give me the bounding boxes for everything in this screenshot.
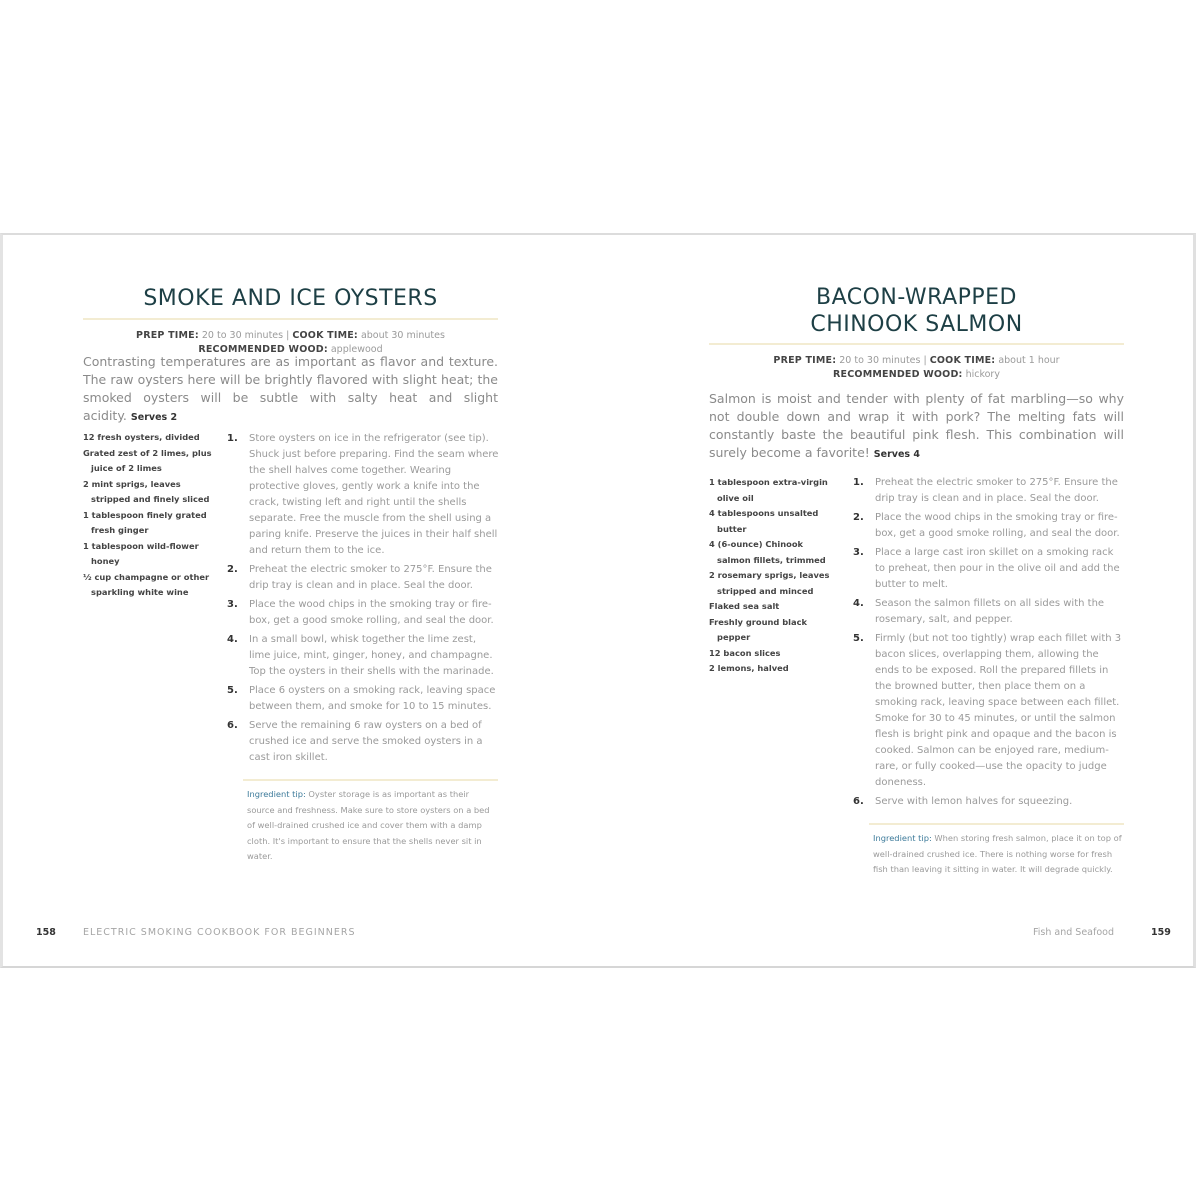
time-line	[709, 354, 1124, 368]
step-number: 1.	[853, 477, 864, 488]
page-number: 158	[36, 927, 56, 938]
book-spread	[0, 233, 1196, 968]
tip-rule	[869, 823, 1124, 825]
step-item	[853, 596, 1125, 628]
ingredient-item: Freshly ground black pepper	[709, 616, 808, 642]
step-number: 3.	[853, 547, 864, 558]
title-rule	[709, 343, 1124, 345]
ingredient-list	[83, 430, 215, 601]
step-text: In a small bowl, whisk together the lime zest, lime juice, mint, ginger, honey, and champagne. Top the oysters in their shells with the marinade.	[249, 634, 494, 677]
recipe-meta	[709, 354, 1124, 382]
prep-value: 20 to 30 minutes	[201, 330, 284, 341]
step-item	[853, 545, 1125, 593]
ingredient-item: 12 fresh oysters, divided	[83, 432, 200, 442]
ingredient-tip	[247, 787, 497, 865]
step-item	[227, 431, 499, 559]
step-text: Season the salmon fillets on all sides with the rosemary, salt, and pepper.	[875, 598, 1105, 625]
ingredient-item: 4 tablespoons unsalted butter	[709, 508, 819, 534]
step-item	[853, 631, 1125, 791]
recipe-intro	[83, 353, 498, 427]
step-text: Store oysters on ice in the refrigerator (see tip). Shuck just before preparing. Find the seam where the shell halves come together. Wearing protective gloves, gently work a knife into the crack, twisting left and right until the shells separate. Free the muscle from the shell using a paring knife. Preserve the juices in their half shell and return them to the ice.	[249, 433, 499, 556]
ingredient-item: 1 tablespoon extra-virgin olive oil	[709, 477, 828, 503]
step-number: 3.	[227, 599, 238, 610]
ingredient-item: 2 mint sprigs, leaves stripped and finely sliced	[83, 478, 210, 504]
step-number: 4.	[227, 634, 238, 645]
tip-label: Ingredient tip:	[247, 789, 306, 799]
step-item	[853, 794, 1125, 810]
recipe-title: SMOKE AND ICE OYSTERS	[143, 286, 438, 311]
time-line	[83, 329, 498, 343]
step-text: Place 6 oysters on a smoking rack, leaving space between them, and smoke for 10 to 15 minutes.	[249, 685, 496, 712]
title-line-2: CHINOOK SALMON	[810, 312, 1023, 337]
step-number: 2.	[853, 512, 864, 523]
recipe-intro	[709, 390, 1124, 464]
step-text: Place the wood chips in the smoking tray or fire-box, get a good smoke rolling, and seal the door.	[875, 512, 1120, 539]
tip-rule	[243, 779, 498, 781]
ingredient-item: 1 tablespoon wild-flower honey	[83, 540, 199, 566]
ingredient-item: ½ cup champagne or other sparkling white wine	[83, 571, 210, 597]
step-item	[227, 597, 499, 629]
step-item	[227, 718, 499, 766]
wood-value: applewood	[330, 344, 383, 355]
step-list	[227, 431, 499, 769]
step-number: 1.	[227, 433, 238, 444]
step-text: Preheat the electric smoker to 275°F. Ensure the drip tray is clean and in place. Seal the door.	[249, 564, 492, 591]
step-text: Serve with lemon halves for squeezing.	[875, 796, 1073, 807]
step-number: 2.	[227, 564, 238, 575]
prep-label: PREP TIME:	[136, 330, 199, 341]
title-rule	[83, 318, 498, 320]
step-text: Preheat the electric smoker to 275°F. Ensure the drip tray is clean and in place. Seal the door.	[875, 477, 1118, 504]
intro-text: Salmon is moist and tender with plenty of fat marbling—so why not double down and wrap it with pork? The melting fats will constantly baste the beautiful pink flesh. This combination will surely become a favorite!	[709, 391, 1124, 460]
step-item	[227, 683, 499, 715]
prep-label: PREP TIME:	[773, 355, 837, 366]
serves: Serves 2	[130, 412, 178, 423]
step-item	[227, 632, 499, 680]
ingredient-list	[709, 475, 839, 677]
cook-label: COOK TIME:	[292, 330, 358, 341]
title-line-1: BACON-WRAPPED	[815, 285, 1017, 310]
ingredient-tip	[873, 831, 1123, 878]
left-page	[3, 235, 601, 966]
step-item	[853, 475, 1125, 507]
ingredient-item: Flaked sea salt	[709, 601, 780, 611]
tip-text: Oyster storage is as important as their source and freshness. Make sure to store oysters on a bed of well-drained crushed ice and cover them with a damp cloth. It's important to ensure that the shells never sit in water.	[247, 789, 490, 861]
wood-line	[709, 368, 1124, 382]
tip-label: Ingredient tip:	[873, 833, 932, 843]
cook-value: about 1 hour	[998, 355, 1060, 366]
tip-text: When storing fresh salmon, place it on top of well-drained crushed ice. There is nothing worse for fresh fish than leaving it sitting in water. It will degrade quickly.	[873, 833, 1122, 874]
separator: |	[923, 355, 927, 366]
ingredient-item: 4 (6-ounce) Chinook salmon fillets, trimmed	[709, 539, 826, 565]
ingredient-item: 12 bacon slices	[709, 647, 781, 658]
step-number: 6.	[227, 720, 238, 731]
running-head: Fish and Seafood	[1033, 927, 1114, 938]
wood-label: RECOMMENDED WOOD:	[833, 369, 963, 380]
step-item	[227, 562, 499, 594]
step-text: Firmly (but not too tightly) wrap each fillet with 3 bacon slices, overlapping them, allowing the ends to be exposed. Roll the prepared fillets in the browned butter, then place them on a smoking rack, leaving space between each fillet. Smoke for 30 to 45 minutes, or until the salmon flesh is bright pink and opaque and the bacon is cooked. Salmon can be enjoyed rare, medium-rare, or fully cooked—use the opacity to judge doneness.	[875, 633, 1122, 788]
ingredient-item: Grated zest of 2 limes, plus juice of 2 limes	[83, 447, 212, 473]
step-text: Place a large cast iron skillet on a smoking rack to preheat, then pour in the olive oil and add the butter to melt.	[875, 547, 1120, 590]
serves: Serves 4	[873, 449, 920, 460]
step-number: 6.	[853, 796, 864, 807]
step-list	[853, 475, 1125, 813]
intro-text: Contrasting temperatures are as important as flavor and texture. The raw oysters here will be brightly flavored with slight heat; the smoked oysters will be subtle with salty heat and slight acidity.	[83, 354, 498, 423]
ingredient-item: 1 tablespoon finely grated fresh ginger	[83, 509, 207, 535]
wood-value: hickory	[965, 369, 1000, 380]
cook-label: COOK TIME:	[929, 355, 996, 366]
step-number: 5.	[853, 633, 864, 644]
ingredient-item: 2 rosemary sprigs, leaves stripped and minced	[709, 570, 830, 596]
step-item	[853, 510, 1125, 542]
prep-value: 20 to 30 minutes	[839, 355, 921, 366]
step-number: 5.	[227, 685, 238, 696]
cook-value: about 30 minutes	[360, 330, 445, 341]
separator: |	[286, 330, 290, 341]
step-number: 4.	[853, 598, 864, 609]
running-head: ELECTRIC SMOKING COOKBOOK FOR BEGINNERS	[83, 927, 356, 938]
page-number: 159	[1151, 927, 1171, 938]
ingredient-item: 2 lemons, halved	[709, 663, 789, 673]
recipe-title	[709, 284, 1124, 338]
right-page	[601, 235, 1199, 966]
step-text: Serve the remaining 6 raw oysters on a bed of crushed ice and serve the smoked oysters in a cast iron skillet.	[249, 720, 483, 763]
wood-label: RECOMMENDED WOOD:	[198, 344, 328, 355]
step-text: Place the wood chips in the smoking tray or fire-box, get a good smoke rolling, and seal the door.	[249, 599, 494, 626]
